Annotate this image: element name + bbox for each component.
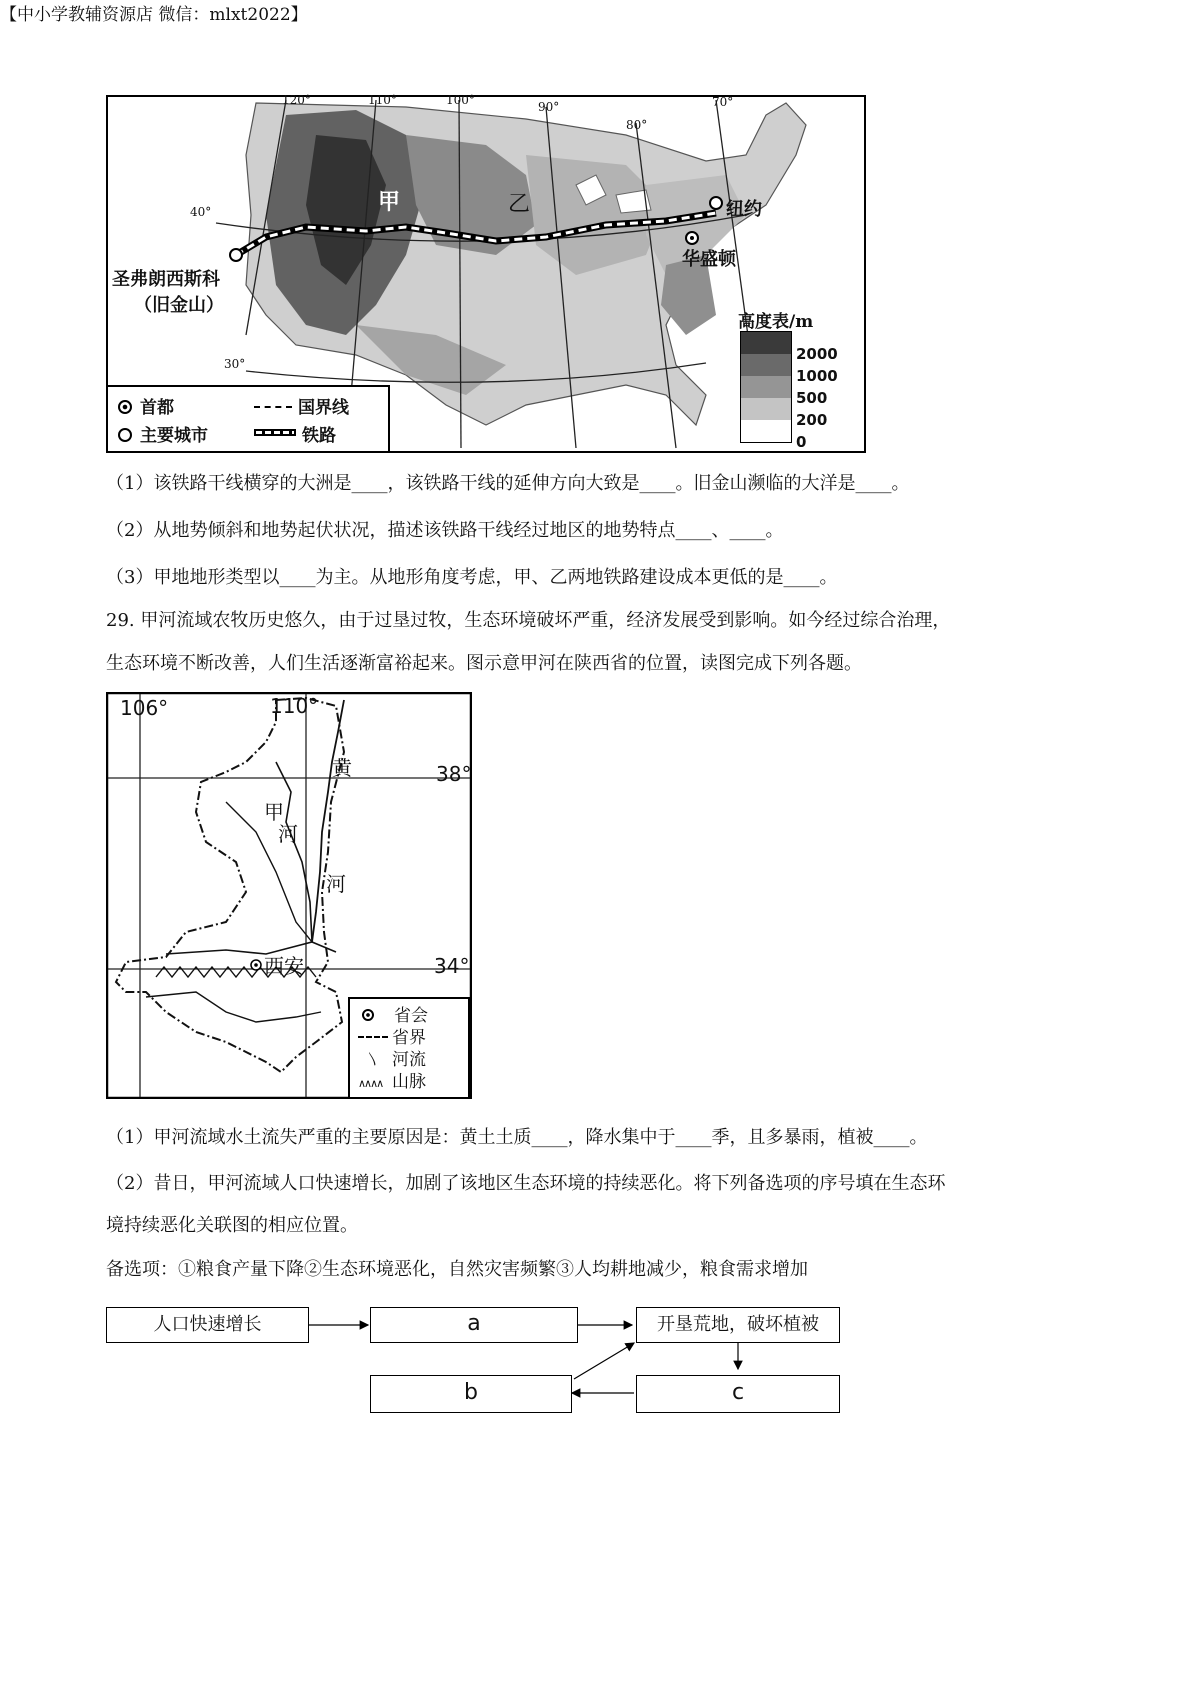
flow-box-population-label: 人口快速增长 (153, 1314, 262, 1335)
ny-city-marker (710, 197, 722, 209)
map1-legend (106, 385, 390, 453)
label-washington: 华盛顿 (682, 249, 736, 270)
lat-38-label: 38° (436, 762, 472, 786)
xian-label: 西安 (264, 954, 304, 978)
flow-box-reclaim (636, 1307, 840, 1343)
legend-mountain (358, 1067, 426, 1092)
lon-106-label: 106° (120, 696, 169, 720)
lat-40: 40° (190, 205, 212, 219)
us-railway-map (106, 95, 866, 453)
flow-box-b (370, 1375, 572, 1413)
label-san-francisco: 圣弗朗西斯科 (112, 269, 220, 290)
legend-city-label: 主要城市 (140, 426, 208, 446)
elev-tick: 0 (796, 433, 807, 451)
legend-city (118, 421, 208, 446)
jia-river-label-1: 甲 (264, 800, 284, 824)
page-header: 【中小学教辅资源店 微信：mlxt2022】 (0, 5, 308, 25)
elev-swatch-200 (741, 398, 791, 420)
legend-border-label: 国界线 (298, 398, 349, 418)
region-jia: 甲 (378, 189, 401, 215)
yellow-river-label-2: 河 (326, 872, 346, 896)
flow-box-c-label: c (731, 1380, 745, 1405)
legend-capital (118, 393, 174, 418)
region-yi: 乙 (508, 192, 531, 217)
q28-part1: （1）该铁路干线横穿的大洲是____，该铁路干线的延伸方向大致是____。旧金山濒临的大洋是____。 (106, 473, 910, 494)
capital-icon (362, 1009, 374, 1021)
flow-box-a-label: a (467, 1311, 481, 1336)
river-icon: 〵 (366, 1053, 380, 1069)
lon-110-label: 110° (270, 694, 319, 718)
lon-110: 110° (368, 93, 397, 107)
legend-border (254, 393, 349, 418)
q29-intro-line1: 29. 甲河流域农牧历史悠久，由于过垦过牧，生态环境破坏严重，经济发展受到影响。如今经过综合治理， (106, 610, 951, 631)
flow-box-c (636, 1375, 840, 1413)
elev-swatch-2000 (741, 332, 791, 354)
lon-80: 80° (626, 118, 648, 132)
q28-part3: （3）甲地地形类型以____为主。从地形角度考虑，甲、乙两地铁路建设成本更低的是____。 (106, 567, 838, 588)
elev-tick: 500 (796, 389, 828, 407)
elev-swatch-1000 (741, 354, 791, 376)
elev-swatch-500 (741, 376, 791, 398)
legend-railway (254, 421, 336, 446)
lon-70: 70° (712, 95, 734, 109)
lon-90: 90° (538, 100, 560, 114)
elev-swatch-0 (741, 420, 791, 442)
label-san-francisco-alt: （旧金山） (134, 295, 224, 316)
elevation-legend (740, 331, 792, 443)
lon-100: 100° (446, 93, 475, 107)
sf-city-marker (230, 249, 242, 261)
flowchart (106, 1305, 846, 1425)
legend-mountain-label: 山脉 (392, 1072, 426, 1092)
q29-intro-line2: 生态环境不断改善，人们生活逐渐富裕起来。图示意甲河在陕西省的位置，读图完成下列各题。 (106, 653, 862, 674)
province-border-icon (358, 1036, 388, 1038)
legend-river-label: 河流 (392, 1050, 426, 1070)
elev-tick: 1000 (796, 367, 838, 385)
q29-part1: （1）甲河流域水土流失严重的主要原因是：黄土土质____，降水集中于____季，且多暴雨，植被____。 (106, 1127, 928, 1148)
q29-part2-line2: 境持续恶化关联图的相应位置。 (106, 1215, 358, 1236)
elev-tick: 200 (796, 411, 828, 429)
jia-river-label-2: 河 (278, 822, 298, 846)
city-icon (118, 428, 132, 442)
q29-part2-line1: （2）昔日，甲河流域人口快速增长，加剧了该地区生态环境的持续恶化。将下列备选项的序号填在生态环 (106, 1173, 946, 1194)
flow-box-b-label: b (464, 1380, 478, 1405)
border-line-icon (254, 406, 292, 408)
elevation-ticks (796, 343, 838, 453)
q28-part2: （2）从地势倾斜和地势起伏状况，描述该铁路干线经过地区的地势特点____、____。 (106, 520, 784, 541)
legend-province-capital-label: 省会 (394, 1006, 428, 1026)
yellow-river-label-1: 黄 (332, 756, 352, 780)
flow-box-a (370, 1307, 578, 1343)
lat-34-label: 34° (434, 954, 470, 978)
map2-legend (348, 997, 470, 1099)
lon-120: 120° (282, 93, 311, 107)
q29-options: 备选项：①粮食产量下降②生态环境恶化，自然灾害频繁③人均耕地减少，粮食需求增加 (106, 1259, 808, 1280)
elevation-title: 高度表/m (738, 312, 814, 332)
legend-capital-label: 首都 (140, 398, 174, 418)
flow-box-population (106, 1307, 309, 1343)
capital-icon (118, 400, 132, 414)
mountain-icon: ∧∧∧∧ (358, 1077, 383, 1090)
label-new-york: 纽约 (726, 199, 762, 220)
railway-icon (254, 429, 296, 436)
legend-railway-label: 铁路 (302, 426, 336, 446)
shaanxi-map (106, 692, 472, 1099)
flow-box-reclaim-label: 开垦荒地，破坏植被 (657, 1314, 819, 1335)
elev-tick: 2000 (796, 345, 838, 363)
lat-30: 30° (224, 357, 246, 371)
legend-province-border-label: 省界 (392, 1028, 426, 1048)
